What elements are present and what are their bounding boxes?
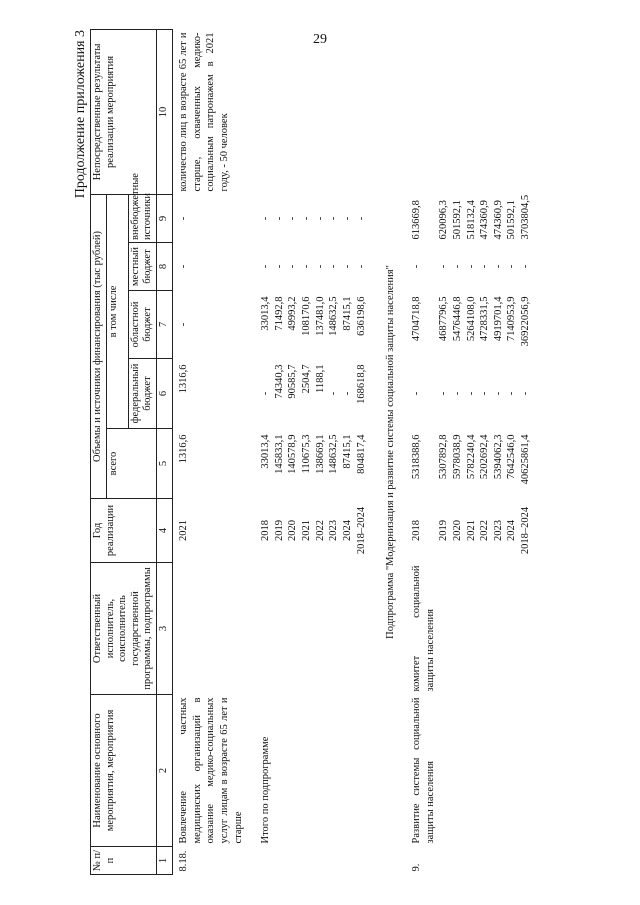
- header-including: в том числе: [106, 194, 128, 428]
- subtotal-year: 2018: [260, 520, 272, 541]
- subtotal-row: [273, 29, 287, 874]
- row-num: 8.18.: [177, 850, 189, 872]
- subtotal-federal: -: [328, 391, 340, 396]
- subtotal-row: [259, 29, 273, 874]
- subtotal-local: -: [301, 264, 313, 269]
- header-volumes: Объемы и источники финансирования (тыс рублей): [91, 194, 107, 498]
- row-federal: -: [410, 391, 422, 396]
- subtotal-total: 140578,9: [287, 434, 299, 474]
- subtotal-regional: 108170,6: [301, 296, 313, 336]
- row-name: Развитие системы социальной защиты населения: [410, 697, 436, 844]
- subtotal-year: 2021: [301, 520, 313, 541]
- row-executor: [172, 563, 245, 695]
- row-regional: 4687796,5: [438, 296, 450, 342]
- subtotal-year: 2019: [273, 520, 285, 541]
- column-number: 6: [156, 359, 172, 429]
- table-row: [437, 29, 451, 874]
- page-number: 29: [313, 32, 327, 47]
- subtotal-total: 145833,1: [273, 434, 285, 474]
- row-total: 1316,6: [177, 434, 189, 464]
- row-local: -: [451, 264, 463, 269]
- subtotal-local: -: [287, 264, 299, 269]
- subtotal-federal: -: [342, 391, 354, 396]
- row-extra: 613669,8: [410, 200, 422, 240]
- table-row: [505, 29, 519, 874]
- subtotal-year: 2024: [342, 520, 354, 541]
- subprogram-row: [368, 29, 410, 874]
- column-number: 4: [156, 499, 172, 563]
- column-number: 10: [156, 29, 172, 194]
- subtotal-row: [327, 29, 341, 874]
- subtotal-local: -: [273, 264, 285, 269]
- subtotal-year: 2022: [314, 520, 326, 541]
- table-row: [451, 29, 465, 874]
- row-local: -: [520, 264, 532, 269]
- row-local: -: [410, 264, 422, 269]
- column-number: 5: [156, 429, 172, 499]
- row-extra: 501592,1: [451, 200, 463, 240]
- row-local: -: [492, 264, 504, 269]
- row-year: 2021: [177, 520, 189, 541]
- subtotal-total: 87415,1: [342, 434, 354, 469]
- row-extra: 620096,3: [438, 200, 450, 240]
- subtotal-extra: -: [355, 216, 367, 221]
- row-extra: 518132,4: [465, 200, 477, 240]
- row-extra: 3703804,5: [520, 194, 532, 240]
- row-regional: 4919701,4: [492, 296, 504, 342]
- subtotal-row: [341, 29, 355, 874]
- subtotal-year: 2020: [287, 520, 299, 541]
- row-local: -: [465, 264, 477, 269]
- subtotal-regional: 148632,5: [328, 296, 340, 336]
- row-regional: -: [177, 322, 189, 327]
- subtotal-total: 138669,1: [314, 434, 326, 474]
- row-federal: -: [479, 391, 491, 396]
- row-federal: -: [492, 391, 504, 396]
- row-regional: 4704718,8: [410, 296, 422, 342]
- table-row: [478, 29, 492, 874]
- subtotal-label: Итого по подпрограмме: [260, 736, 272, 844]
- row-extra: 474360,9: [479, 200, 491, 240]
- row-federal: -: [451, 391, 463, 396]
- row-total: 40625861,4: [520, 434, 532, 485]
- header-regional: областной бюджет: [128, 291, 156, 359]
- row-num: 9.: [410, 863, 422, 872]
- table-row: [465, 29, 479, 874]
- subtotal-extra: -: [287, 216, 299, 221]
- row-year: 2021: [465, 520, 477, 541]
- subtotal-total: 110675,3: [301, 434, 313, 474]
- row-result: количество лиц в возрасте 65 лет и старше, охваченных медико-социальным патронажем в 2021 году, - 50 человек: [177, 32, 230, 192]
- subtotal-local: -: [328, 264, 340, 269]
- header-total: всего: [106, 429, 156, 499]
- row-total: 5202692,4: [479, 434, 491, 480]
- row-regional: 36922056,9: [520, 296, 532, 347]
- subtotal-extra: -: [260, 216, 272, 221]
- table-row: [410, 29, 437, 874]
- subtotal-regional: 49993,2: [287, 296, 299, 331]
- row-extra: 474360,9: [492, 200, 504, 240]
- subtotal-federal: 1188,1: [314, 364, 326, 393]
- subtotal-extra: -: [314, 216, 326, 221]
- column-number: 9: [156, 194, 172, 242]
- subtotal-regional: 87415,1: [342, 296, 354, 331]
- row-regional: 4728331,5: [479, 296, 491, 342]
- subtotal-regional: 71492,8: [273, 296, 285, 331]
- subtotal-regional: 33013,4: [260, 296, 272, 331]
- subtotal-regional: 636198,6: [355, 296, 367, 336]
- row-total: 5307892,8: [438, 434, 450, 480]
- row-extra: -: [177, 216, 189, 221]
- subtotal-local: -: [355, 264, 367, 269]
- subtotal-total: 148632,5: [328, 434, 340, 474]
- subtotal-total: 804817,4: [355, 434, 367, 474]
- column-number: 8: [156, 243, 172, 291]
- row-year: 2023: [492, 520, 504, 541]
- row-federal: -: [438, 391, 450, 396]
- row-name: Вовлечение частных медицинских организаций в оказание медико-социальных услуг лицам в возрасте 65 лет и старше: [177, 697, 244, 844]
- table-row: [172, 29, 245, 874]
- row-executor: комитет социальной защиты населения: [410, 565, 436, 692]
- subtotal-row: [355, 29, 369, 874]
- row-regional: 7140953,9: [506, 296, 518, 342]
- subtotal-regional: 137481,0: [314, 296, 326, 336]
- subtotal-row: [286, 29, 300, 874]
- column-number: 3: [156, 563, 172, 695]
- row-regional: 5264108,0: [465, 296, 477, 342]
- row-total: 5782240,4: [465, 434, 477, 480]
- row-local: -: [479, 264, 491, 269]
- subtotal-local: -: [342, 264, 354, 269]
- row-year: 2020: [451, 520, 463, 541]
- financing-table: [90, 29, 533, 875]
- header-local: местный бюджет: [128, 243, 156, 291]
- continuation-label: Продолжение приложения 3: [73, 30, 88, 199]
- header-num: № п/п: [91, 847, 157, 875]
- row-total: 5318388,6: [410, 434, 422, 480]
- subtotal-federal: 2504,7: [301, 364, 313, 394]
- row-year: 2018: [410, 520, 422, 541]
- subtotal-federal: 168618,8: [355, 364, 367, 404]
- column-number: 1: [156, 847, 172, 875]
- row-total: 5978038,9: [451, 434, 463, 480]
- subtotal-row: [314, 29, 328, 874]
- header-executor: Ответственный исполнитель, соисполнитель государственной программы, подпрограммы: [91, 563, 157, 695]
- table-row: [519, 29, 533, 874]
- subtotal-extra: -: [301, 216, 313, 221]
- row-regional: 5476446,8: [451, 296, 463, 342]
- header-results: Непосредственные результаты реализации мероприятия: [91, 29, 157, 194]
- subtotal-federal: -: [260, 391, 272, 396]
- row-year: 2022: [479, 520, 491, 541]
- row-local: -: [438, 264, 450, 269]
- row-federal: -: [520, 391, 532, 396]
- subtotal-extra: -: [273, 216, 285, 221]
- row-extra: 501592,1: [506, 200, 518, 240]
- rotated-content: [73, 30, 583, 875]
- row-year: 2024: [506, 520, 518, 541]
- row-federal: -: [506, 391, 518, 396]
- subtotal-local: -: [314, 264, 326, 269]
- row-total: 5394062,3: [492, 434, 504, 480]
- subtotal-row: [300, 29, 314, 874]
- subtotal-total: 33013,4: [260, 434, 272, 469]
- column-number: 2: [156, 695, 172, 847]
- header-year: Год реализации: [91, 499, 157, 563]
- row-federal: -: [465, 391, 477, 396]
- header-extra: внебюджетные источники: [128, 194, 156, 242]
- table-row: [492, 29, 506, 874]
- subtotal-federal: 90585,7: [287, 364, 299, 399]
- column-number: 7: [156, 291, 172, 359]
- row-total: 7642546,0: [506, 434, 518, 480]
- subtotal-extra: -: [328, 216, 340, 221]
- subtotal-year: 2023: [328, 520, 340, 541]
- row-federal: 1316,6: [177, 364, 189, 394]
- row-year: 2018–2024: [520, 506, 532, 555]
- subtotal-year: 2018–2024: [355, 506, 367, 555]
- subtotal-extra: -: [342, 216, 354, 221]
- subprogram-title: Подпрограмма "Модернизация и развитие системы социальной защиты населения": [385, 265, 397, 639]
- row-local: -: [506, 264, 518, 269]
- subtotal-federal: 74340,3: [273, 364, 285, 399]
- subtotal-local: -: [260, 264, 272, 269]
- header-name: Наименование основного мероприятия, мероприятия: [91, 695, 157, 847]
- row-local: -: [177, 264, 189, 269]
- row-year: 2019: [438, 520, 450, 541]
- header-federal: федеральный бюджет: [128, 359, 156, 429]
- column-number-row: [156, 29, 172, 874]
